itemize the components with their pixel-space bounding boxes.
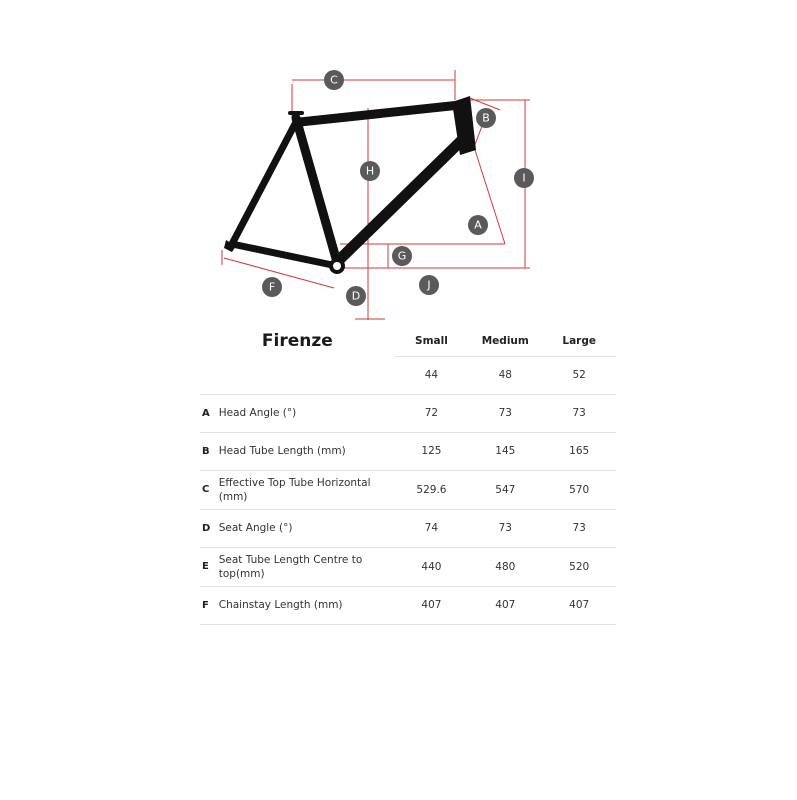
row-value-medium: 73	[468, 394, 542, 432]
row-value-small: 125	[395, 432, 469, 470]
row-value-small: 407	[395, 586, 469, 624]
row-code: B	[200, 432, 219, 470]
column-header-large: Large	[542, 326, 616, 357]
row-value-small: 72	[395, 394, 469, 432]
marker-c	[324, 70, 344, 90]
row-value-medium: 547	[468, 470, 542, 509]
row-value-large: 407	[542, 586, 616, 624]
row-code: A	[200, 394, 219, 432]
marker-j-label: J	[427, 278, 431, 292]
row-code: C	[200, 470, 219, 509]
marker-a	[468, 215, 488, 235]
marker-b	[476, 108, 496, 128]
row-value-medium: 73	[468, 509, 542, 547]
row-label: Head Tube Length (mm)	[219, 432, 395, 470]
marker-i-label: I	[522, 171, 526, 185]
size-small: 44	[395, 357, 469, 395]
size-large: 52	[542, 357, 616, 395]
marker-i	[514, 168, 534, 188]
row-value-large: 73	[542, 509, 616, 547]
marker-d	[346, 286, 366, 306]
row-value-small: 529.6	[395, 470, 469, 509]
model-name: Firenze	[261, 331, 333, 352]
row-value-small: 440	[395, 547, 469, 586]
table-row	[200, 547, 616, 586]
frame-size-row	[200, 357, 616, 395]
row-value-medium: 407	[468, 586, 542, 624]
table-row	[200, 509, 616, 547]
column-header-small: Small	[395, 326, 469, 357]
size-medium: 48	[468, 357, 542, 395]
column-header-medium: Medium	[468, 326, 542, 357]
table-header-row	[200, 326, 616, 357]
row-value-large: 570	[542, 470, 616, 509]
table-row	[200, 470, 616, 509]
row-code: F	[200, 586, 219, 624]
row-value-large: 520	[542, 547, 616, 586]
marker-f	[262, 277, 282, 297]
row-value-medium: 480	[468, 547, 542, 586]
row-code: E	[200, 547, 219, 586]
marker-f-label: F	[268, 280, 276, 294]
row-value-large: 73	[542, 394, 616, 432]
row-value-large: 165	[542, 432, 616, 470]
marker-g-label: G	[397, 249, 407, 263]
table-row	[200, 394, 616, 432]
marker-a-label: A	[474, 218, 482, 232]
row-value-medium: 145	[468, 432, 542, 470]
marker-d-label: D	[351, 289, 361, 303]
table-row	[200, 432, 616, 470]
marker-c-label: C	[330, 73, 338, 87]
marker-j	[419, 275, 439, 295]
row-label: Seat Tube Length Centre to top(mm)	[219, 547, 395, 586]
frame-geometry-diagram	[0, 0, 797, 330]
bike-frame	[224, 96, 476, 274]
row-label: Seat Angle (°)	[219, 509, 395, 547]
marker-h-label: H	[365, 164, 375, 178]
table-row	[200, 586, 616, 624]
row-code: D	[200, 509, 219, 547]
marker-h	[360, 161, 380, 181]
marker-b-label: B	[482, 111, 490, 125]
row-value-small: 74	[395, 509, 469, 547]
row-label: Effective Top Tube Horizontal (mm)	[219, 470, 395, 509]
row-label: Head Angle (°)	[219, 394, 395, 432]
geometry-table	[200, 326, 616, 625]
row-label: Chainstay Length (mm)	[219, 586, 395, 624]
marker-g	[392, 246, 412, 266]
